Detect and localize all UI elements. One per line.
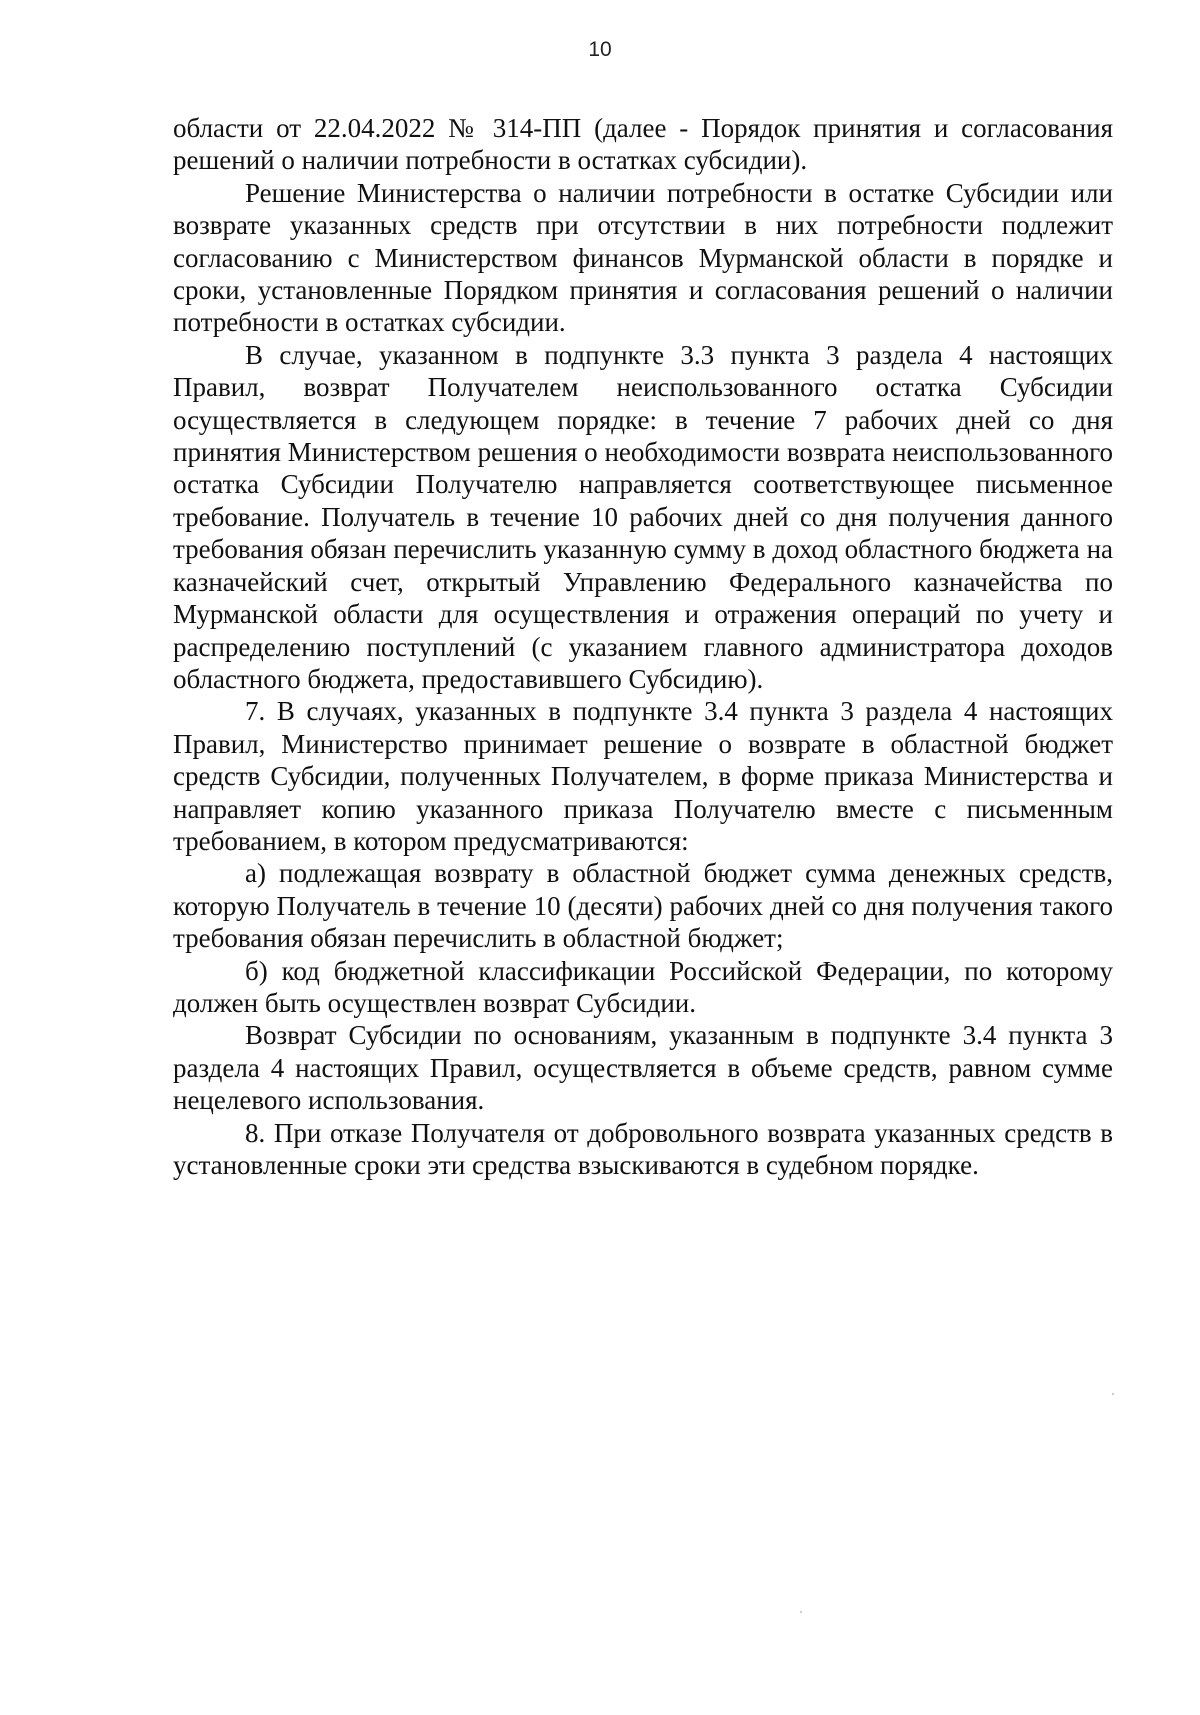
paragraph-ministry-decision: Решение Министерства о наличии потребности в остатке Субсидии или возврате указанных средств при отсутствии в них потребности подлежит согласованию с Министерством финансов Мурманской области в порядке и сроки, установленные Порядком принятия и согласования решений о наличии потребности в остатках субсидии. [173, 177, 1113, 338]
paragraph-return-procedure: В случае, указанном в подпункте 3.3 пункта 3 раздела 4 настоящих Правил, возврат Получателем неиспользованного остатка Субсидии осуществляется в следующем порядке: в течение 7 рабочих дней со дня принятия Министерством решения о необходимости возврата неиспользованного остатка Субсидии Получателю направляется соответствующее письменное требование. Получатель в течение 10 рабочих дней со дня получения данного требования обязан перечислить указанную сумму в доход областного бюджета на казначейский счет, открытый Управлению Федерального казначейства по Мурманской области для осуществления и отражения операций по учету и распределению поступлений (с указанием главного администратора доходов областного бюджета, предоставившего Субсидию). [173, 339, 1113, 694]
document-body [173, 112, 1113, 1181]
paragraph-subitem-a: а) подлежащая возврату в областной бюджет сумма денежных средств, которую Получатель в течение 10 (десяти) рабочих дней со дня получения такого требования обязан перечислить в областной бюджет; [173, 858, 1113, 954]
paragraph-item-8: 8. При отказе Получателя от добровольного возврата указанных средств в установленные сроки эти средства взыскиваются в судебном порядке. [173, 1117, 1113, 1180]
scan-speck [800, 1611, 802, 1613]
paragraph-subitem-b: б) код бюджетной классификации Российской Федерации, по которому должен быть осуществлен возврат Субсидии. [173, 955, 1113, 1018]
paragraph-return-amount: Возврат Субсидии по основаниям, указанным в подпункте 3.4 пункта 3 раздела 4 настоящих Правил, осуществляется в объеме средств, равном сумме нецелевого использования. [173, 1020, 1113, 1116]
page-number: 10 [588, 38, 612, 61]
scan-speck [1112, 1393, 1114, 1395]
paragraph-item-7: 7. В случаях, указанных в подпункте 3.4 пункта 3 раздела 4 настоящих Правил, Министерство принимает решение о возврате в областной бюджет средств Субсидии, полученных Получателем, в форме приказа Министерства и направляет копию указанного приказа Получателю вместе с письменным требованием, в котором предусматриваются: [173, 696, 1113, 856]
paragraph-continuation: области от 22.04.2022 № 314-ПП (далее - Порядок принятия и согласования решений о наличии потребности в остатках субсидии). [173, 113, 1113, 176]
